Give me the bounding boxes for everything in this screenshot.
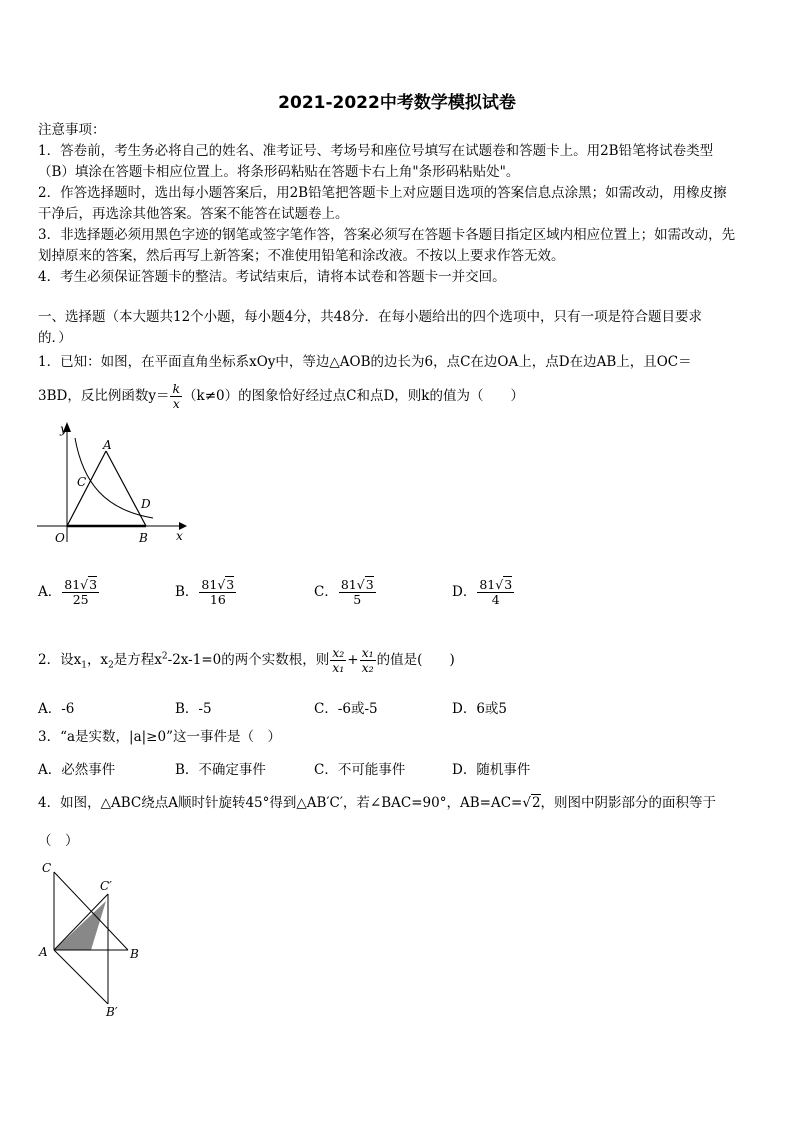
page-title: 2021-2022中考数学模拟试卷: [278, 93, 516, 113]
q4-stem-line-2: （ ）: [38, 833, 79, 849]
shaded-region: [54, 901, 106, 950]
label-C-prime: C′: [100, 879, 112, 893]
q4-rotation-figure: [36, 858, 156, 1020]
q1-fraction-k-over-x: $\frac{k}{x}$: [172, 381, 181, 411]
q3-stem: 3．“a是实数，|a|≥0”这一事件是（ ）: [38, 729, 281, 745]
q1-option-a-fraction: $\frac{81√3}{25}$: [64, 577, 98, 607]
notice-item-1-line-1: 1．答卷前，考生务必将自己的姓名、准考证号、考场号和座位号填写在试题卷和答题卡上。用2B铅笔将试卷类型: [38, 143, 714, 159]
label-y: y: [60, 422, 67, 436]
q1-stem-part-a: 3BD，反比例函数y＝: [38, 388, 170, 404]
q2-option-c[interactable]: C．-6或-5: [314, 701, 378, 717]
q3-option-c[interactable]: C．不可能事件: [314, 762, 406, 778]
notice-item-3-line-2: 划掉原来的答案，然后再写上新答案；不准使用铅笔和涂改液。不按以上要求作答无效。: [38, 248, 565, 264]
q1-option-d-fraction: $\frac{81√3}{4}$: [479, 577, 513, 607]
q2-fraction-x2-over-x1: $\frac{\text{x₂}}{\text{x₁}}$: [332, 645, 345, 675]
label-B-prime: B′: [106, 1005, 118, 1019]
q2-fraction-x1-over-x2: $\frac{\text{x₁}}{\text{x₂}}$: [361, 645, 374, 675]
notice-item-2-line-2: 干净后，再选涂其他答案。答案不能答在试题卷上。: [38, 206, 349, 222]
q1-coordinate-figure: [35, 418, 195, 550]
label-O: O: [55, 531, 65, 545]
section-heading-line-1: 一、选择题（本大题共12个小题，每小题4分，共48分．在每小题给出的四个选项中，只有一项是符合题目要求: [38, 309, 702, 325]
label-B: B: [139, 531, 148, 545]
q1-option-b-fraction: $\frac{81√3}{16}$: [201, 577, 235, 607]
q1-stem-line-2: [38, 382, 762, 411]
section-heading-line-2: 的．）: [38, 330, 72, 346]
q2-option-b[interactable]: B．-5: [175, 701, 212, 717]
q3-option-a[interactable]: A．必然事件: [38, 762, 116, 778]
q2-option-a[interactable]: A．-6: [38, 701, 75, 717]
label-C: C: [77, 475, 87, 489]
q3-option-b[interactable]: B．不确定事件: [175, 762, 266, 778]
q1-option-a[interactable]: A． $\frac{81√3}{25}$: [38, 577, 98, 607]
q1-option-b[interactable]: B． $\frac{81√3}{16}$: [175, 577, 235, 607]
label-x: x: [176, 529, 183, 543]
notice-item-1-line-2: （B）填涂在答题卡相应位置上。将条形码粘贴在答题卡右上角"条形码粘贴处"。: [38, 164, 520, 180]
label-A: A: [39, 945, 48, 959]
q1-option-c[interactable]: C． $\frac{81√3}{5}$: [314, 577, 374, 607]
label-D: D: [141, 497, 151, 511]
notice-item-2-line-1: 2．作答选择题时，选出每小题答案后，用2B铅笔把答题卡上对应题目选项的答案信息点涂黑；如需改动，用橡皮擦: [38, 185, 727, 201]
side-OA: [67, 451, 106, 526]
notice-item-4: 4．考生必须保证答题卡的整洁。考试结束后，请将本试卷和答题卡一并交回。: [38, 269, 506, 285]
label-C: C: [42, 861, 52, 875]
q2-option-d[interactable]: D．6或5: [452, 701, 508, 717]
q1-stem-part-b: （k≠0）的图象恰好经过点C和点D，则k的值为（ ）: [183, 388, 524, 404]
q1-option-c-fraction: $\frac{81√3}{5}$: [340, 577, 374, 607]
notice-item-3-line-1: 3．非选择题必须用黑色字迹的钢笔或签字笔作答，答案必须写在答题卡各题目指定区域内相应位置上；如需改动，先: [38, 227, 736, 243]
label-B: B: [130, 947, 139, 961]
q4-stem-line-1: 4．如图，△ABC绕点A顺时针旋转45°得到△AB′C′，若∠BAC=90°，AB=AC=√2，则图中阴影部分的面积等于: [38, 795, 717, 811]
side-AB-prime: [54, 950, 108, 1004]
notice-heading: 注意事项：: [38, 122, 106, 138]
q1-option-d[interactable]: D． $\frac{81√3}{4}$: [452, 577, 513, 607]
q3-option-d[interactable]: D．随机事件: [452, 762, 531, 778]
q2-stem: 2．设$x_1$，$x_2$是方程$x^2-2x-1=0$的两个实数根，则 $\frac{\text{x₂}}{\text{x₁}}$ + $\frac{\text{x₁}}{\text{x₂}}$ 的值是( ): [38, 645, 455, 675]
q1-stem-line-1: 1．已知：如图，在平面直角坐标系xOy中，等边△AOB的边长为6，点C在边OA上，点D在边AB上，且OC＝: [38, 354, 692, 370]
label-A: A: [103, 438, 112, 452]
